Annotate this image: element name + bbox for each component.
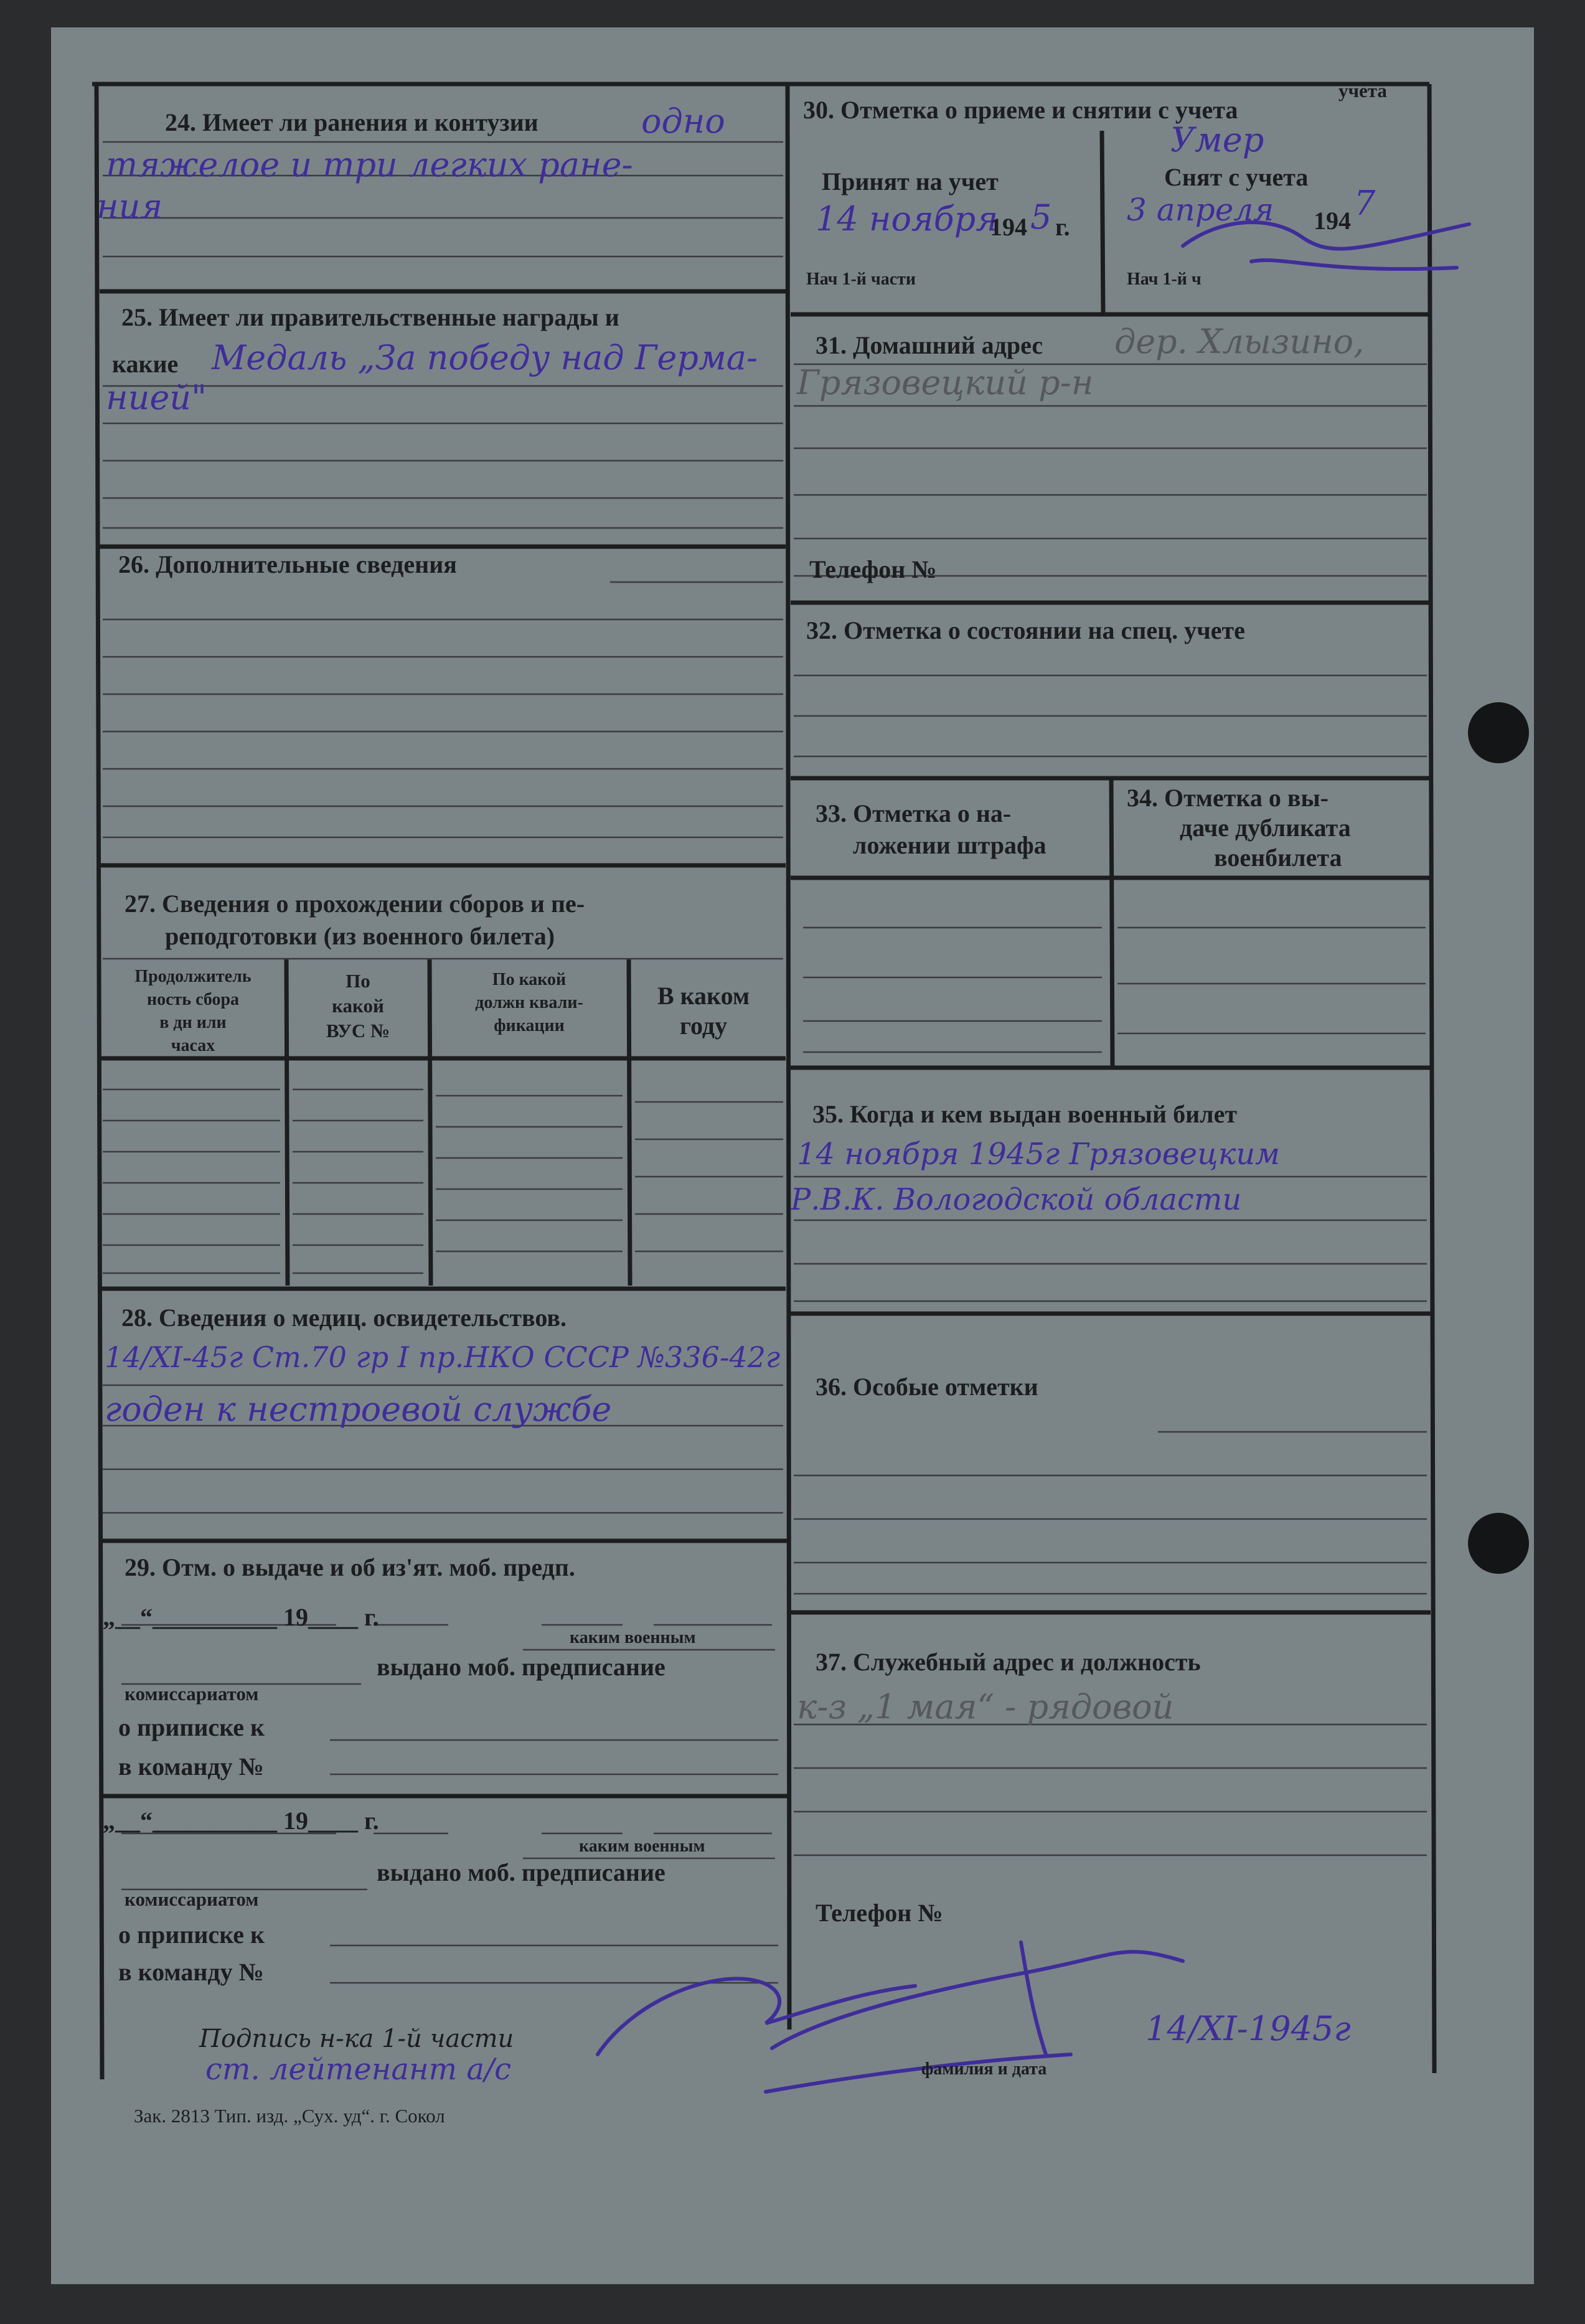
commander-signature [598,1942,1046,2054]
s29-opripiske-2: о приписке к [118,1921,265,1949]
s27-col4-line2: году [679,1012,728,1040]
s27-col1-line1: Продолжитель [134,967,252,986]
s30-snyat-year: 194 [1314,207,1351,235]
s30-prinyat-year-digit: 5 [1030,197,1052,237]
s34-label-3: военбилета [1214,844,1342,872]
s28-handwriting-1: 14/XI-45г Ст.70 гр I пр.НКО СССР №336-42г [105,1340,781,1374]
s27-label-2: реподготовки (из военного билета) [165,922,555,950]
s27-col2-line3: ВУС № [326,1020,390,1042]
s27-col4-line1: В каком [657,982,750,1010]
s30-prinyat-label: Принят на учет [822,167,999,195]
s35-handwriting-2: Р.В.К. Вологодской области [791,1182,1242,1217]
s31-telefon: Телефон № [809,555,937,583]
s30-prinyat-g: г. [1055,213,1070,241]
s24-label: 24. Имеет ли ранения и контузии [165,108,539,136]
s29-label: 29. Отм. о выдаче и об из'ят. моб. предп. [125,1553,575,1581]
s27-col1-line3: в дн или [159,1013,227,1032]
s28-label: 28. Сведения о медиц. освидетельствов. [121,1304,567,1332]
s32-label: 32. Отметка о состоянии на спец. учете [806,616,1245,644]
s30-snyat-year-digit: 7 [1354,184,1376,223]
s29-date-row-1: „__“__________ 19____ г. [103,1603,379,1631]
s25-label-2: какие [112,350,179,378]
ink-signature-line-2 [1251,260,1457,269]
corner-uchet: учета [1338,80,1387,101]
s30-label: 30. Отметка о приеме и снятии с учета [803,96,1238,124]
s29-vydano-2: выдано моб. предписание [377,1858,666,1886]
footer-rank-handwriting: ст. лейтенант а/с [205,2052,512,2087]
footer-date-handwriting: 14/XI-1945г [1145,2009,1351,2048]
s30-snyat-handwriting: 3 апреля [1127,192,1274,228]
s24-handwriting-2: тяжелое и три легких ране- [106,145,633,184]
s29-komiss-2: комиссариатом [125,1888,259,1910]
s29-kakim-1: каким военным [570,1628,696,1647]
s27-col2-line2: какой [332,995,384,1017]
s27-col3-line3: фикации [494,1016,565,1035]
s31-label: 31. Домашний адрес [816,331,1043,359]
footer-famdate-label: фамилия и дата [921,2059,1047,2079]
s37-label: 37. Служебный адрес и должность [816,1648,1201,1676]
s30-snyat-label: Снят с учета [1164,163,1309,191]
s29-kakim-2: каким военным [579,1837,705,1856]
s30-prinyat-handwriting: 14 ноября [816,199,998,238]
s28-handwriting-2: годен к нестроевой службе [105,1390,612,1429]
s27-col2-line1: По [346,970,370,992]
s36-label: 36. Особые отметки [816,1373,1038,1401]
s29-vkomandu-2: в команду № [118,1958,264,1986]
s37-telefon: Телефон № [816,1899,943,1927]
s29-opripiske-1: о приписке к [118,1713,265,1741]
s29-vkomandu-1: в команду № [118,1752,264,1781]
s30-snyat-handwriting-top: Умер [1170,120,1264,159]
s24-handwriting-1: одно [641,101,725,141]
s33-label-1: 33. Отметка о на- [816,799,1012,827]
s34-label-2: даче дубликата [1180,814,1351,842]
s30-prinyat-year: 194 [990,213,1027,241]
s25-label-1: 25. Имеет ли правительственные награды и [121,303,619,331]
s27-col3-line2: должн квали- [475,993,583,1012]
s29-vydano-1: выдано моб. предписание [377,1653,666,1681]
s25-handwriting-2: нией" [106,378,207,417]
s29-komiss-1: комиссариатом [125,1683,259,1705]
signature-flourish [772,1952,1183,2048]
s30-nach2-label: Нач 1-й ч [1127,270,1202,289]
s26-label: 26. Дополнительные сведения [118,550,457,578]
s34-label-1: 34. Отметка о вы- [1127,784,1329,812]
s30-nach-label: Нач 1-й части [806,270,916,289]
s31-handwriting-1: дер. Хлызино, [1114,322,1365,361]
s37-handwriting: к-з „1 мая“ - рядовой [797,1687,1174,1726]
s27-col3-line1: По какой [492,970,567,989]
s25-handwriting-1: Медаль „За победу над Герма- [212,338,758,377]
s27-col1-line2: ность сбора [146,990,240,1009]
s35-label: 35. Когда и кем выдан военный билет [812,1100,1237,1128]
s27-label-1: 27. Сведения о прохождении сборов и пе- [125,890,585,918]
footer-printer-line: Зак. 2813 Тип. изд. „Сух. уд“. г. Сокол [134,2105,445,2127]
s35-handwriting-1: 14 ноября 1945г Грязовецким [797,1137,1280,1172]
s29-date-row-2: „__“__________ 19____ г. [103,1807,379,1835]
s33-label-2: ложении штрафа [853,831,1046,859]
s31-handwriting-2: Грязовецкий р-н [797,363,1094,402]
footer-podpis-label: Подпись н-ка 1-й части [199,2025,514,2053]
s24-handwriting-3: ния [96,187,163,226]
s27-col1-line4: часах [171,1036,215,1055]
